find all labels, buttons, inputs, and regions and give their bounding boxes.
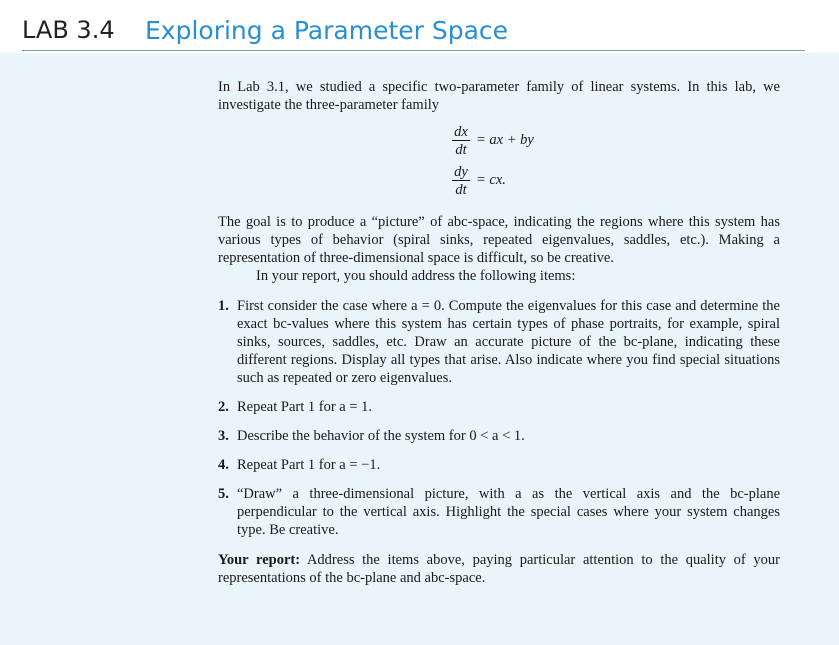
report-intro: In your report, you should address the following items: xyxy=(256,268,576,284)
equation-2-rhs: = cx. xyxy=(476,172,506,188)
header-rule xyxy=(22,50,805,51)
lab-content xyxy=(218,78,780,587)
list-item xyxy=(218,297,780,387)
equation-2-fraction xyxy=(452,163,470,198)
your-report-label: Your report: xyxy=(218,552,301,568)
item-number: 1. xyxy=(218,298,229,314)
list-item xyxy=(218,456,780,474)
item-number: 5. xyxy=(218,486,229,502)
list-item xyxy=(218,485,780,539)
equation-1-rhs: = ax + by xyxy=(476,132,534,148)
item-text: Repeat Part 1 for a = 1. xyxy=(237,399,373,415)
your-report-paragraph xyxy=(218,551,780,587)
items-list xyxy=(218,297,780,539)
lab-title: Exploring a Parameter Space xyxy=(145,16,509,45)
item-text: First consider the case where a = 0. Compute the eigenvalues for this case and determine the exact bc-values where this system has certain types of phase portraits, for example, spiral sinks, sources, saddles, etc. Draw an accurate picture of the bc-plane, indicating these different regions. Display all types that arise. Also indicate where you find special situations such as repeated or zero eigenvalues. xyxy=(237,298,780,386)
equation-1-fraction xyxy=(452,123,470,158)
item-number: 4. xyxy=(218,457,229,473)
item-text: Repeat Part 1 for a = −1. xyxy=(237,457,381,473)
equation-1-numerator: dx xyxy=(454,124,468,140)
list-item xyxy=(218,427,780,445)
equation-2-numerator: dy xyxy=(454,164,468,180)
equation-1-denominator: dt xyxy=(455,142,467,158)
item-number: 3. xyxy=(218,428,229,444)
item-text: Describe the behavior of the system for 0 < a < 1. xyxy=(237,428,525,444)
list-item xyxy=(218,398,780,416)
item-text: “Draw” a three-dimensional picture, with a as the vertical axis and the bc-plane perpendicular to the vertical axis. Highlight the special cases where your system changes type. Be creative. xyxy=(237,486,780,538)
intro-paragraph: In Lab 3.1, we studied a specific two-parameter family of linear systems. In this lab, we investigate the three-parameter family xyxy=(218,79,780,113)
your-report-text: Address the items above, paying particular attention to the quality of your representations of the bc-plane and abc-space. xyxy=(218,552,781,586)
goal-paragraph: The goal is to produce a “picture” of abc-space, indicating the regions where this system has various types of behavior (spiral sinks, repeated eigenvalues, saddles, etc.). Making a representation of three-dimensional space is difficult, so be creative. xyxy=(218,214,780,266)
lab-number: LAB 3.4 xyxy=(22,16,115,44)
item-number: 2. xyxy=(218,399,229,415)
lab-header xyxy=(0,0,839,52)
equation-2-denominator: dt xyxy=(455,182,467,198)
equation-system xyxy=(218,123,780,203)
